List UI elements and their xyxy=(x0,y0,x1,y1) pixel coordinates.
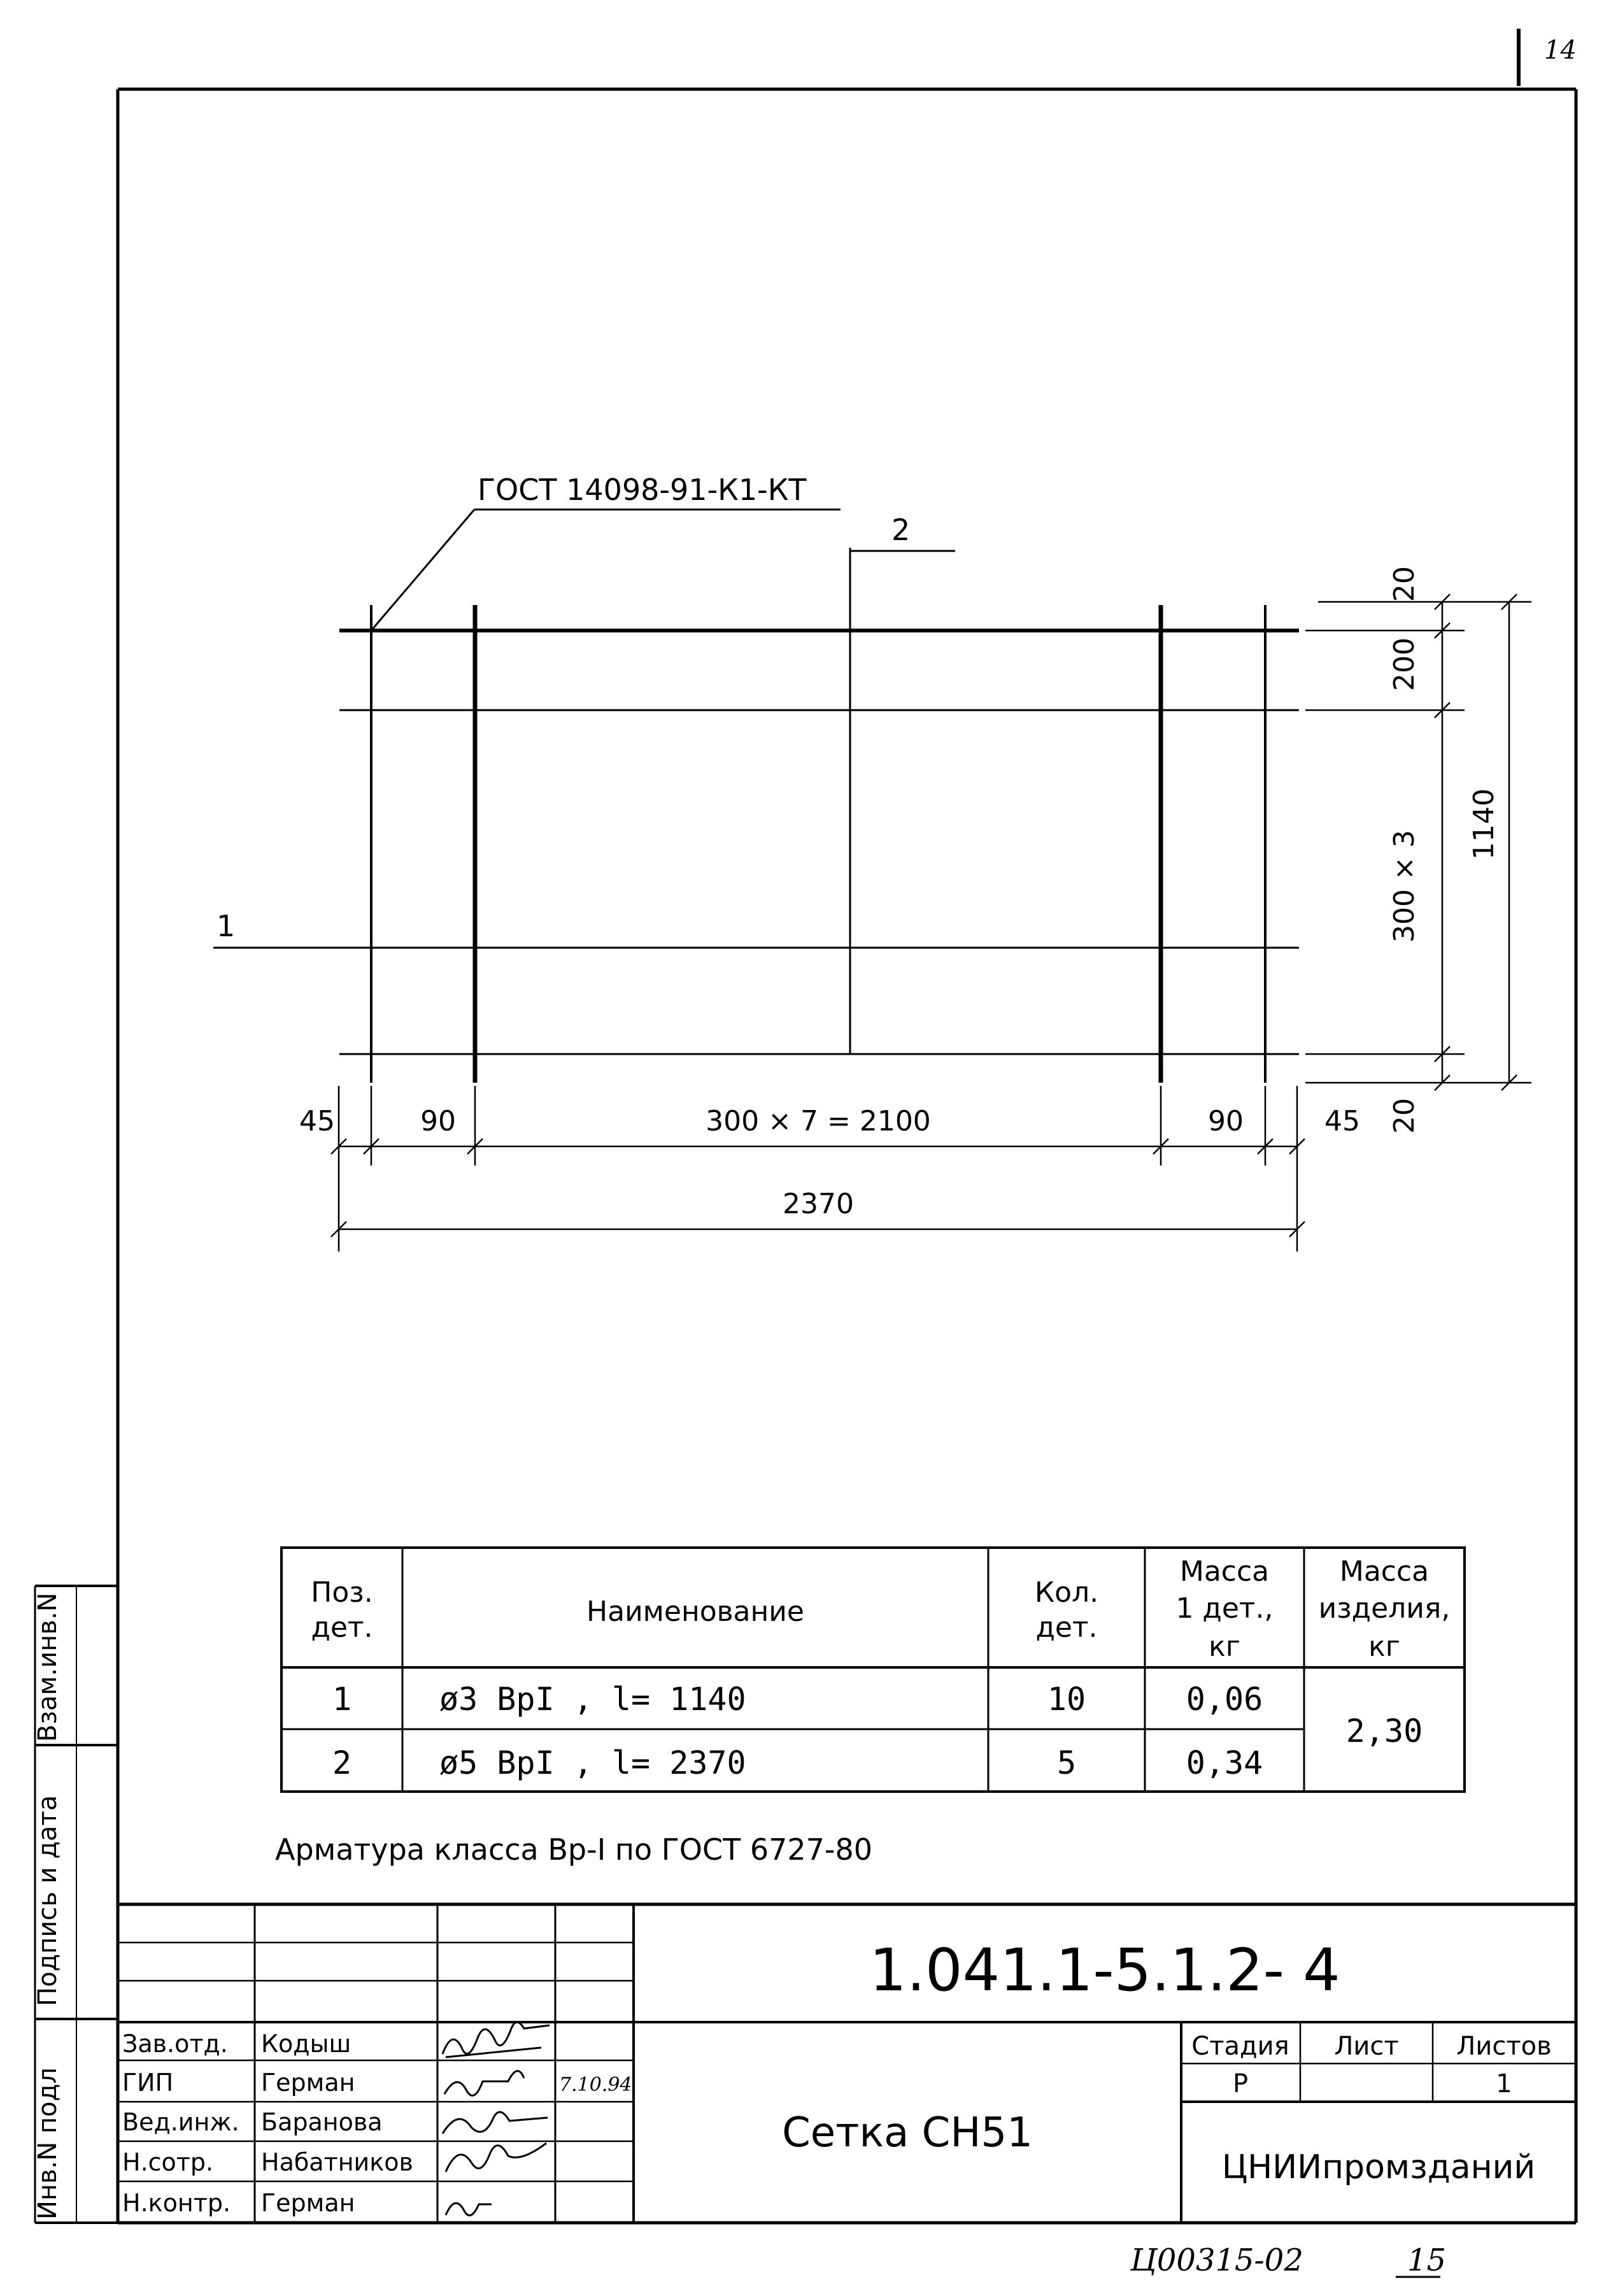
weld-note-leader xyxy=(371,510,841,631)
dim-200: 200 xyxy=(1388,638,1421,691)
row2-mass: 0,34 xyxy=(1186,1744,1263,1781)
dim-total-height: 1140 xyxy=(1468,788,1500,860)
side-stamp-vzam-inv: Взам.инв.N xyxy=(33,1592,62,1742)
mesh-transverse-bars xyxy=(371,548,1265,1083)
signer-role-2: ГИП xyxy=(122,2069,174,2097)
th-mass-total-line1: Масса xyxy=(1339,1555,1430,1588)
th-qty-line2: дет. xyxy=(1035,1611,1098,1644)
drawing-title: Сетка СН51 xyxy=(782,2109,1033,2157)
table-row xyxy=(332,1681,1263,1718)
signer-role-4: Н.сотр. xyxy=(122,2148,214,2176)
th-mass-one-line2: 1 дет., xyxy=(1175,1592,1274,1625)
signer-name-5: Герман xyxy=(261,2189,355,2217)
signer-date-2: 7.10.94 xyxy=(559,2074,632,2096)
dim-total-width: 2370 xyxy=(783,1188,854,1220)
dim-45-left: 45 xyxy=(299,1105,335,1137)
side-stamp-podpis-data: Подпись и дата xyxy=(33,1795,62,2006)
archive-sheet: 15 xyxy=(1407,2243,1447,2278)
dim-90-right: 90 xyxy=(1208,1105,1244,1137)
label-stage: Стадия xyxy=(1191,2032,1289,2061)
side-stamp-inv-podl: Инв.N подл xyxy=(33,2067,62,2220)
dim-300x3: 300 × 3 xyxy=(1388,830,1421,943)
dim-45-right: 45 xyxy=(1324,1105,1360,1137)
organization-name: ЦНИИпромзданий xyxy=(1221,2148,1536,2186)
th-mass-total-line3: кг xyxy=(1368,1630,1400,1663)
signatures xyxy=(443,2022,550,2215)
th-name: Наименование xyxy=(586,1595,804,1628)
dim-20-top: 20 xyxy=(1388,566,1421,602)
row1-pos: 1 xyxy=(332,1681,352,1718)
page-number: 14 xyxy=(1544,36,1577,65)
callout-1-label: 1 xyxy=(216,909,236,943)
row2-pos: 2 xyxy=(332,1744,352,1781)
signer-name-4: Набатников xyxy=(261,2148,413,2176)
archive-number: Ц00315-02 xyxy=(1130,2243,1303,2278)
stage-value: Р xyxy=(1232,2069,1249,2099)
document-code: 1.041.1-5.1.2- 4 xyxy=(869,1936,1340,2004)
signer-role-3: Вед.инж. xyxy=(122,2108,239,2136)
th-pos-line1: Поз. xyxy=(311,1576,373,1609)
total-mass: 2,30 xyxy=(1345,1713,1423,1750)
th-mass-one-line1: Масса xyxy=(1179,1555,1270,1588)
row2-qty: 5 xyxy=(1056,1744,1077,1781)
callout-2-label: 2 xyxy=(891,513,911,547)
dim-20-bottom: 20 xyxy=(1388,1098,1421,1134)
sheets-value: 1 xyxy=(1496,2069,1512,2099)
signer-name-3: Баранова xyxy=(261,2108,383,2136)
signer-name-2: Герман xyxy=(261,2069,355,2097)
signer-name-1: Кодыш xyxy=(261,2030,351,2058)
table-row xyxy=(332,1744,1263,1781)
th-pos-line2: дет. xyxy=(311,1611,373,1644)
signer-role-5: Н.контр. xyxy=(122,2189,231,2217)
dim-90-left: 90 xyxy=(420,1105,456,1137)
row1-qty: 10 xyxy=(1047,1681,1086,1718)
th-mass-total-line2: изделия, xyxy=(1318,1592,1451,1625)
signer-role-1: Зав.отд. xyxy=(122,2030,228,2058)
th-mass-one-line3: кг xyxy=(1209,1630,1240,1663)
row1-mass: 0,06 xyxy=(1186,1681,1263,1718)
row1-name: ø3 ВрI , l= 1140 xyxy=(439,1681,746,1718)
label-sheet: Лист xyxy=(1334,2032,1399,2061)
mesh-longitudinal-bars xyxy=(339,631,1299,1054)
weld-note: ГОСТ 14098-91-К1-КТ xyxy=(478,473,807,507)
dim-middle: 300 × 7 = 2100 xyxy=(706,1105,931,1137)
label-sheets: Листов xyxy=(1456,2032,1552,2061)
row2-name: ø5 ВрI , l= 2370 xyxy=(439,1744,746,1781)
th-qty-line1: Кол. xyxy=(1034,1576,1099,1609)
reinforcement-note: Арматура класса Вр-I по ГОСТ 6727-80 xyxy=(275,1832,873,1867)
